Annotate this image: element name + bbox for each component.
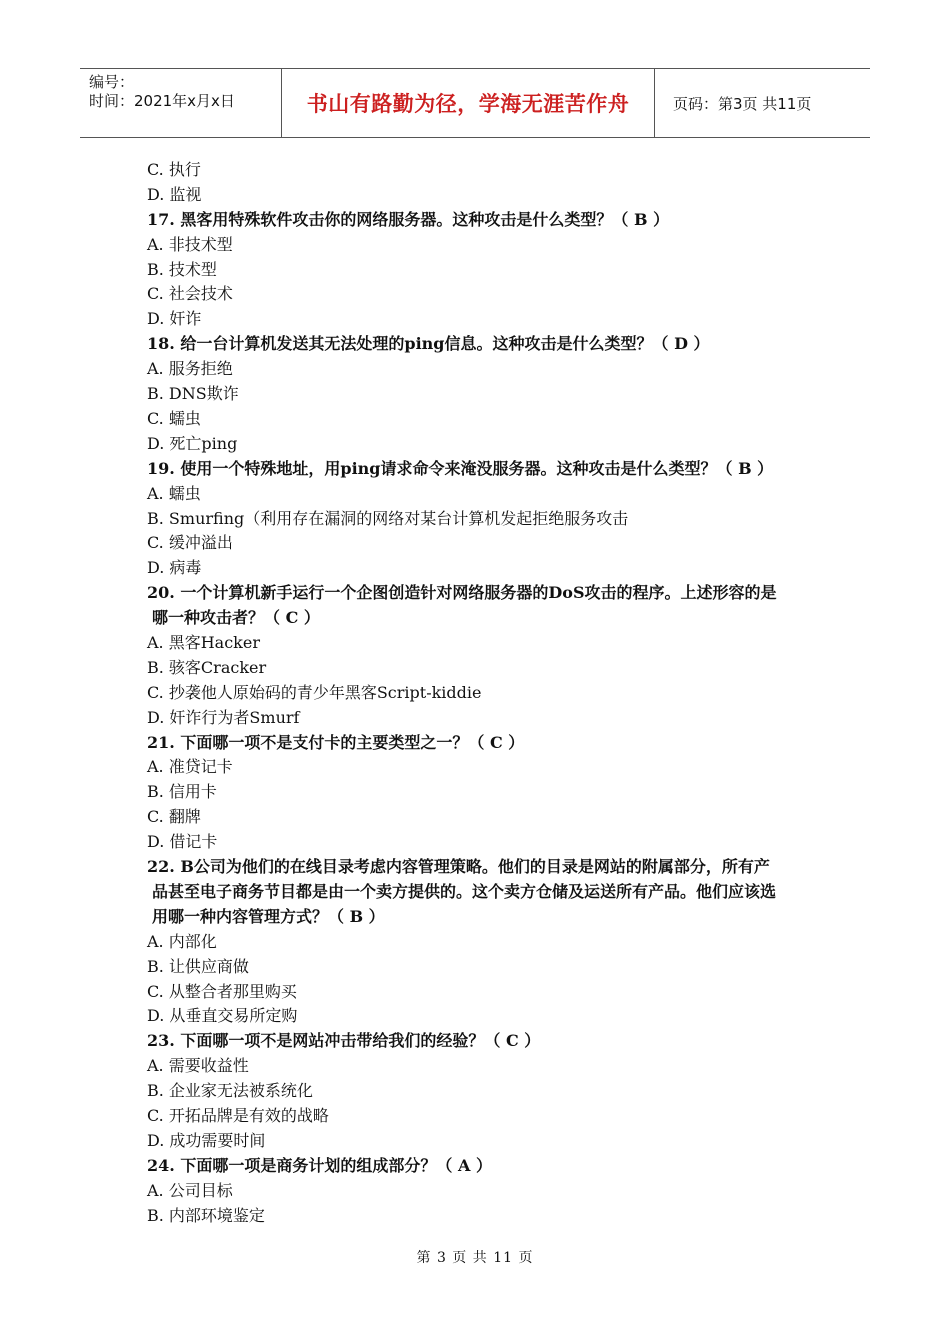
option-line: B. 骇客Cracker bbox=[147, 657, 267, 677]
option-line: D. 从垂直交易所定购 bbox=[147, 1006, 298, 1026]
option-line: C. 翻牌 bbox=[147, 807, 201, 827]
option-line: C. 从整合者那里购买 bbox=[147, 981, 297, 1001]
question-text: 18. 给一台计算机发送其无法处理的ping信息。这种攻击是什么类型？（ bbox=[147, 334, 675, 354]
question-text: 22. B公司为他们的在线目录考虑内容管理策略。他们的目录是网站的附属部分，所有产 bbox=[147, 857, 770, 877]
question-list bbox=[147, 158, 817, 1228]
answer-close: ） bbox=[298, 608, 320, 628]
date-label: 时间：2021年x月x日 bbox=[89, 92, 235, 110]
option-line: B. 企业家无法被系统化 bbox=[147, 1081, 313, 1101]
option-line: D. 病毒 bbox=[147, 558, 202, 578]
answer-close: ） bbox=[363, 906, 385, 926]
option-line: B. DNS欺诈 bbox=[147, 384, 239, 404]
question-stem bbox=[147, 731, 817, 756]
question-text: 21. 下面哪一项不是支付卡的主要类型之一？（ bbox=[147, 732, 490, 752]
option-line: C. 缓冲溢出 bbox=[147, 533, 233, 553]
answer-key: D bbox=[674, 334, 688, 354]
answer-close: ） bbox=[647, 209, 670, 229]
question-stem bbox=[147, 332, 817, 357]
option-line: A. 黑客Hacker bbox=[147, 633, 260, 652]
option-line: B. 内部环境鉴定 bbox=[147, 1205, 265, 1225]
option-line: D. 成功需要时间 bbox=[147, 1130, 266, 1150]
question-text: 品甚至电子商务节目都是由一个卖方提供的。这个卖方仓储及运送所有产品。他们应该选 bbox=[152, 881, 777, 901]
answer-key: A bbox=[457, 1155, 471, 1175]
answer-key: B bbox=[633, 209, 648, 229]
option-line: D. 借记卡 bbox=[147, 832, 218, 852]
page-header bbox=[80, 68, 870, 138]
option-line: D. 奸诈 bbox=[147, 309, 202, 329]
question-stem bbox=[147, 457, 817, 482]
header-page-info bbox=[664, 69, 870, 137]
option-line: A. 公司目标 bbox=[147, 1180, 233, 1200]
option-line: A. 内部化 bbox=[147, 931, 217, 951]
page-label: 页码：第3页 共11页 bbox=[673, 94, 812, 113]
header-info bbox=[80, 69, 280, 137]
option-line: A. 非技术型 bbox=[147, 234, 233, 254]
option-line: B. Smurfing（利用存在漏洞的网络对某台计算机发起拒绝服务攻击 bbox=[147, 508, 629, 528]
page-footer: 第 3 页 共 11 页 bbox=[416, 1250, 534, 1266]
question-text: 17. 黑客用特殊软件攻击你的网络服务器。这种攻击是什么类型？（ bbox=[147, 209, 634, 229]
question-text: 24. 下面哪一项是商务计划的组成部分？（ bbox=[147, 1155, 458, 1175]
option-line: A. 准贷记卡 bbox=[147, 757, 233, 777]
answer-key: C bbox=[505, 1031, 519, 1051]
motto-text: 书山有路勤为径，学海无涯苦作舟 bbox=[306, 92, 630, 116]
question-stem bbox=[147, 581, 817, 631]
option-line: A. 需要收益性 bbox=[147, 1056, 249, 1076]
option-line: C. 抄袭他人原始码的青少年黑客Script-kiddie bbox=[147, 682, 482, 702]
answer-key: C bbox=[489, 732, 503, 752]
answer-key: B bbox=[738, 458, 752, 478]
option-line: A. 服务拒绝 bbox=[147, 359, 233, 379]
option-line: C. 社会技术 bbox=[147, 284, 233, 304]
option-line: B. 信用卡 bbox=[147, 782, 217, 802]
question-text: 23. 下面哪一项不是网站冲击带给我们的经验？（ bbox=[147, 1031, 506, 1051]
option-line: C. 开拓品牌是有效的战略 bbox=[147, 1106, 329, 1125]
answer-key: C bbox=[285, 608, 299, 628]
question-stem bbox=[147, 208, 817, 233]
option-line: B. 技术型 bbox=[147, 259, 217, 279]
option-line: D. 监视 bbox=[147, 184, 202, 204]
answer-key: B bbox=[349, 906, 364, 926]
question-stem bbox=[147, 1029, 817, 1054]
question-stem bbox=[147, 855, 817, 930]
answer-close: ） bbox=[518, 1031, 541, 1051]
option-line: A. 蠕虫 bbox=[147, 483, 201, 503]
answer-close: ） bbox=[751, 458, 774, 478]
option-line: D. 奸诈行为者Smurf bbox=[147, 707, 300, 727]
answer-close: ） bbox=[470, 1155, 492, 1175]
header-motto bbox=[281, 69, 655, 137]
question-text: 20. 一个计算机新手运行一个企图创造针对网络服务器的DoS攻击的程序。上述形容的是 bbox=[147, 583, 777, 603]
option-line: C. 蠕虫 bbox=[147, 408, 201, 428]
option-line: D. 死亡ping bbox=[147, 433, 238, 453]
question-text: 哪一种攻击者？（ bbox=[152, 608, 286, 628]
serial-label: 编号： bbox=[89, 73, 135, 91]
question-text: 用哪一种内容管理方式？（ bbox=[152, 906, 350, 926]
question-text: 19. 使用一个特殊地址，用ping请求命令来淹没服务器。这种攻击是什么类型？（ bbox=[147, 458, 739, 478]
answer-close: ） bbox=[502, 732, 525, 752]
question-stem bbox=[147, 1154, 817, 1179]
option-line: B. 让供应商做 bbox=[147, 956, 249, 976]
option-line: C. 执行 bbox=[147, 160, 201, 179]
answer-close: ） bbox=[687, 334, 710, 354]
